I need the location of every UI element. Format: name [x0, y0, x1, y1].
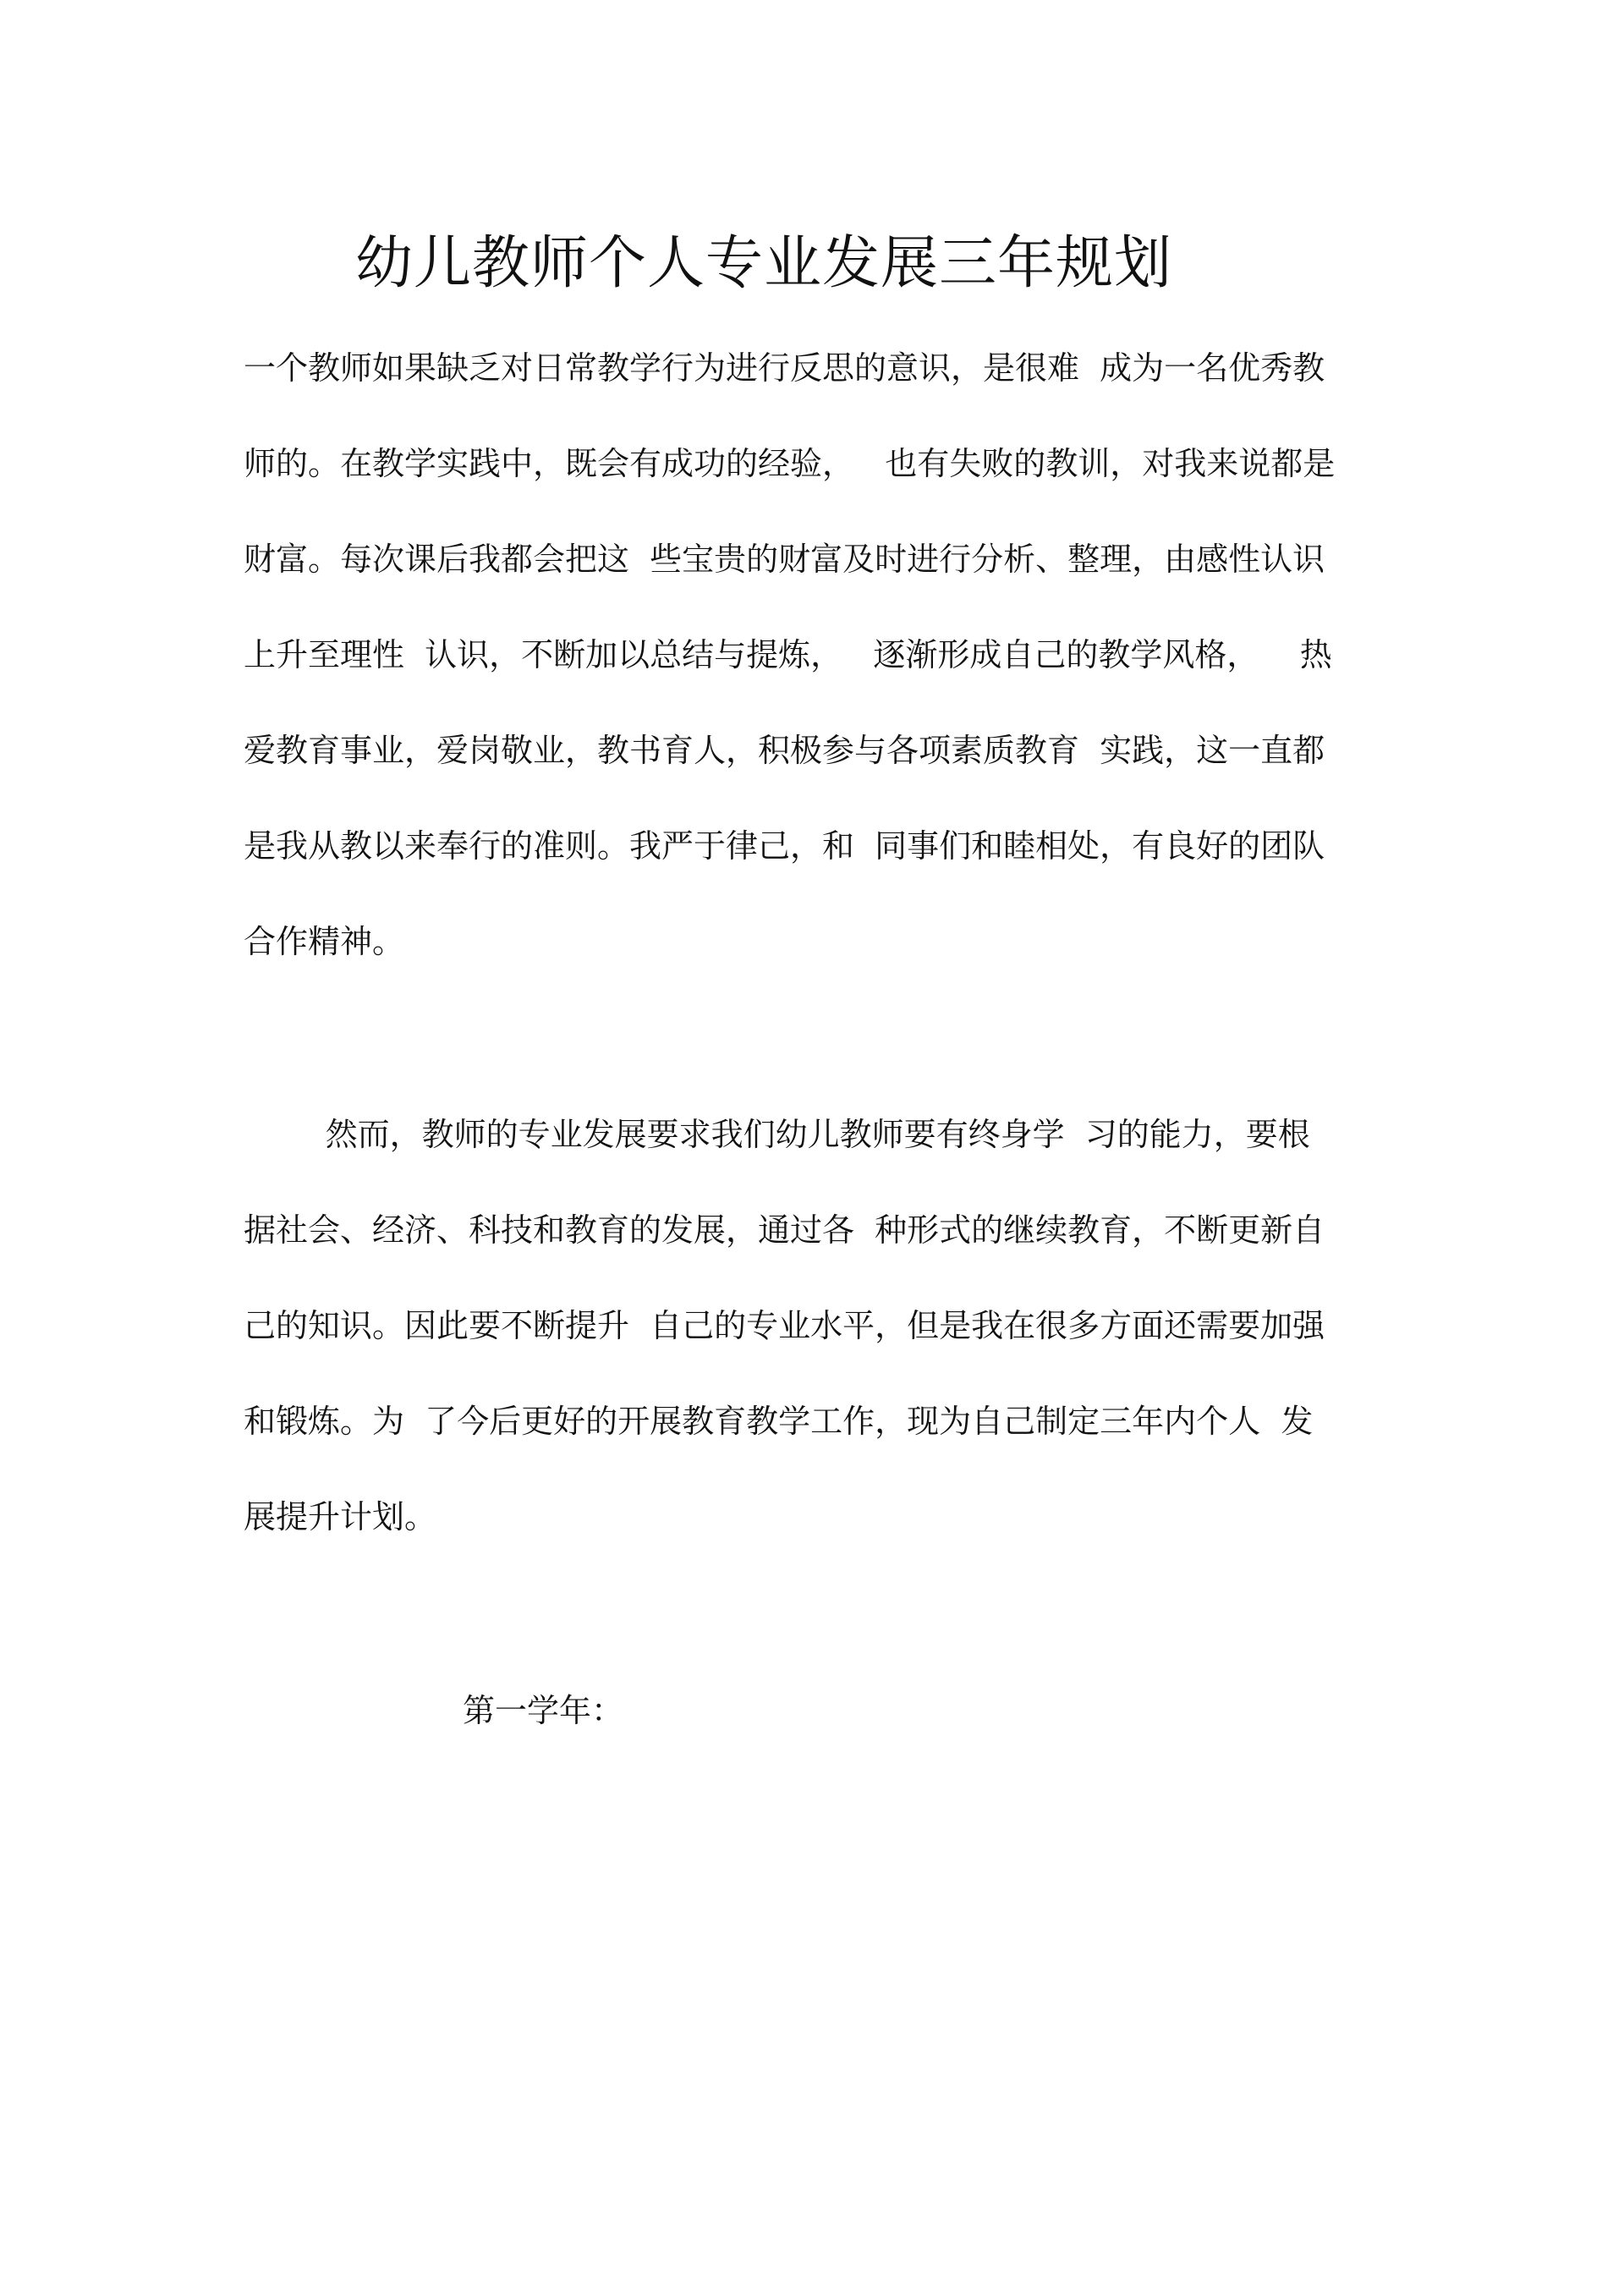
paragraph-line: 上升至理性 认识，不断加以总结与提炼， 逐渐形成自己的教学风格， 热 — [244, 636, 1332, 673]
paragraph-line: 据社会、经济、科技和教育的发展，通过各 种形式的继续教育，不断更新自 — [244, 1211, 1325, 1249]
document-title: 幼儿教师个人专业发展三年规划 — [355, 230, 1173, 297]
paragraph-line: 一个教师如果缺乏对日常教学行为进行反思的意识，是很难 成为一名优秀教 — [244, 349, 1325, 387]
section-heading: 第一学年： — [463, 1692, 624, 1729]
paragraph-line: 财富。每次课后我都会把这 些宝贵的财富及时进行分析、整理，由感性认识 — [244, 541, 1325, 578]
paragraph-line: 己的知识。因此要不断提升 自己的专业水平，但是我在很多方面还需要加强 — [244, 1307, 1325, 1344]
paragraph-line: 师的。在教学实践中，既会有成功的经验， 也有失败的教训，对我来说都是 — [244, 445, 1336, 482]
paragraph-line: 展提升计划。 — [244, 1498, 437, 1535]
paragraph-line: 是我从教以来奉行的准则。我严于律己，和 同事们和睦相处，有良好的团队 — [244, 827, 1325, 865]
paragraph-line: 然而，教师的专业发展要求我们幼儿教师要有终身学 习的能力，要根 — [244, 1116, 1310, 1153]
paragraph-line: 合作精神。 — [244, 923, 405, 960]
paragraph-line: 爱教育事业，爱岗敬业，教书育人，积极参与各项素质教育 实践，这一直都 — [244, 732, 1325, 769]
paragraph-line: 和锻炼。为 了今后更好的开展教育教学工作，现为自己制定三年内个人 发 — [244, 1403, 1314, 1440]
